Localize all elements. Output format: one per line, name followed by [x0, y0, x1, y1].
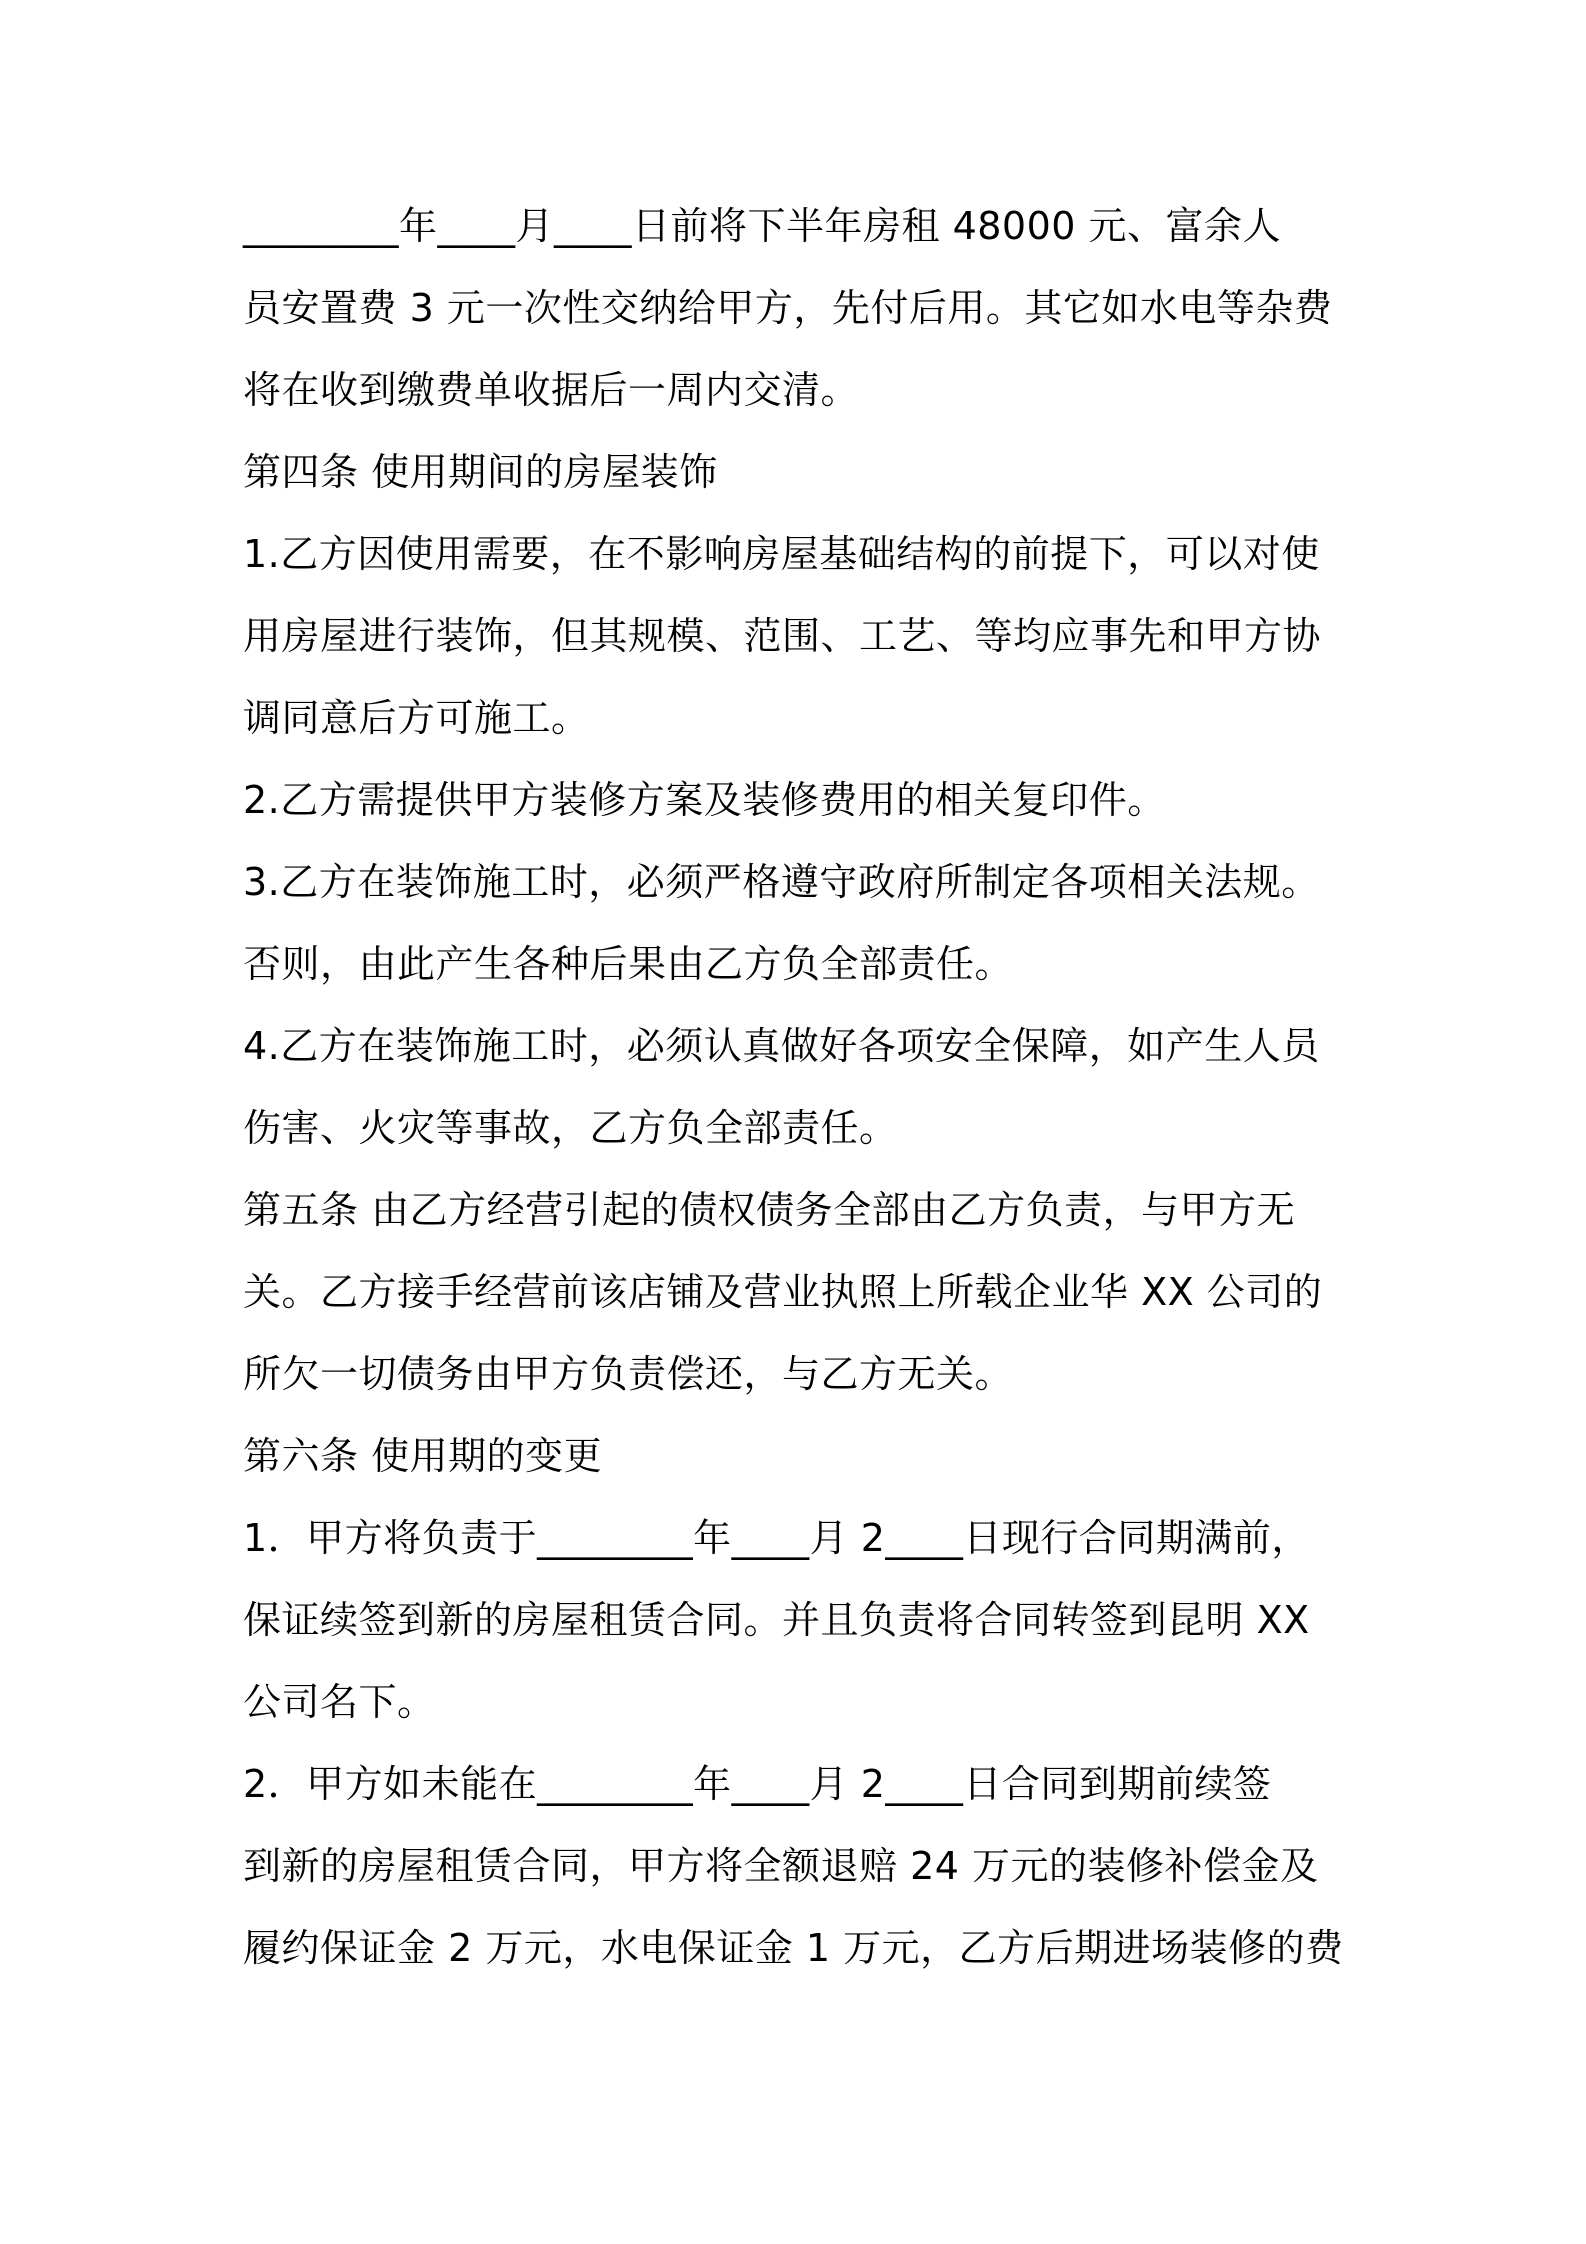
section-heading: 第五条 由乙方经营引起的债权债务全部由乙方负责，与甲方无 [243, 1188, 1296, 1232]
text-line: 2.乙方需提供甲方装修方案及装修费用的相关复印件。 [243, 778, 1166, 822]
text-line: 用房屋进行装饰，但其规模、范围、工艺、等均应事先和甲方协 [243, 614, 1322, 658]
text-line: 员安置费 3 元一次性交纳给甲方，先付后用。其它如水电等杂费 [243, 286, 1333, 330]
text-line: 2．甲方如未能在________年____月 2____日合同到期前续签 [243, 1762, 1272, 1806]
section-heading: 第六条 使用期的变更 [243, 1434, 603, 1478]
text-line: 1．甲方将负责于________年____月 2____日现行合同期满前， [243, 1516, 1310, 1560]
text-line: 所欠一切债务由甲方负责偿还，与乙方无关。 [243, 1352, 1014, 1396]
text-line: 关。乙方接手经营前该店铺及营业执照上所载企业华 XX 公司的 [243, 1270, 1323, 1314]
text-line: ________年____月____日前将下半年房租 48000 元、富余人 [243, 204, 1282, 248]
text-line: 1.乙方因使用需要，在不影响房屋基础结构的前提下，可以对使 [243, 532, 1320, 576]
text-line: 调同意后方可施工。 [243, 696, 590, 740]
text-line: 否则，由此产生各种后果由乙方负全部责任。 [243, 942, 1014, 986]
text-line: 保证续签到新的房屋租赁合同。并且负责将合同转签到昆明 XX [243, 1598, 1310, 1642]
text-line: 履约保证金 2 万元，水电保证金 1 万元，乙方后期进场装修的费 [243, 1926, 1344, 1970]
text-line: 公司名下。 [243, 1680, 436, 1724]
text-line: 将在收到缴费单收据后一周内交清。 [243, 368, 860, 412]
section-heading: 第四条 使用期间的房屋装饰 [243, 450, 718, 494]
text-line: 4.乙方在装饰施工时，必须认真做好各项安全保障，如产生人员 [243, 1024, 1320, 1068]
text-line: 3.乙方在装饰施工时，必须严格遵守政府所制定各项相关法规。 [243, 860, 1320, 904]
text-line: 伤害、火灾等事故，乙方负全部责任。 [243, 1106, 898, 1150]
text-line: 到新的房屋租赁合同，甲方将全额退赔 24 万元的装修补偿金及 [243, 1844, 1319, 1888]
